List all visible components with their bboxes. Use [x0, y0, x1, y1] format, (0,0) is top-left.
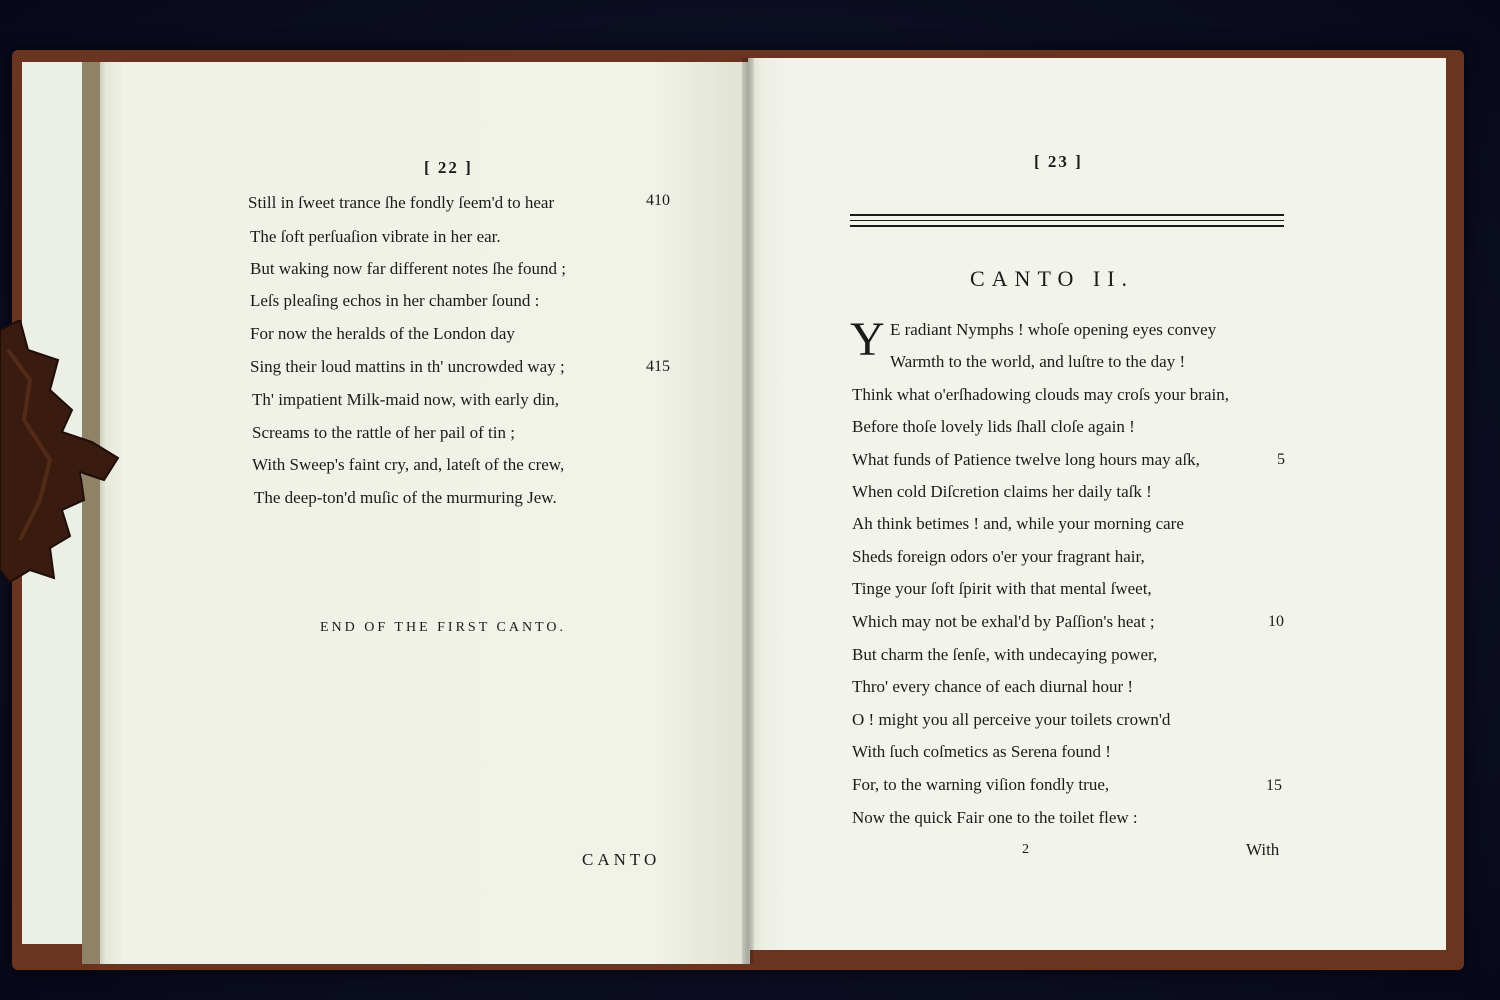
- poem-line: With ſuch coſmetics as Serena found !: [852, 742, 1111, 761]
- poem-line: Now the quick Fair one to the toilet flew :: [852, 808, 1138, 827]
- poem-line: Leſs pleaſing echos in her chamber ſound :: [250, 291, 540, 310]
- poem-line: The deep-ton'd muſic of the murmuring Jew.: [254, 488, 557, 507]
- double-rule-bottom: [850, 225, 1284, 227]
- poem-line: But waking now far different notes ſhe found ;: [250, 259, 567, 278]
- left-catchword: CANTO: [582, 850, 661, 869]
- poem-line: But charm the ſenſe, with undecaying power,: [852, 645, 1158, 664]
- poem-line: Tinge your ſoft ſpirit with that mental ſweet,: [852, 579, 1152, 598]
- poem-line: Th' impatient Milk-maid now, with early din,: [252, 390, 559, 409]
- poem-line: Sing their loud mattins in th' uncrowded way ;: [250, 357, 565, 376]
- poem-line: Before thoſe lovely lids ſhall cloſe again !: [852, 417, 1135, 436]
- right-catchword: With: [1246, 840, 1280, 859]
- double-rule-top: [850, 214, 1284, 216]
- poem-line: The ſoft perſuaſion vibrate in her ear.: [250, 227, 501, 246]
- poem-line: Screams to the rattle of her pail of tin ;: [252, 423, 515, 442]
- line-number: 5: [1277, 451, 1285, 468]
- line-number: 415: [646, 358, 670, 375]
- poem-line: Thro' every chance of each diurnal hour !: [852, 677, 1134, 696]
- line-number: 10: [1268, 613, 1284, 630]
- right-page-number: [ 23 ]: [1034, 152, 1083, 171]
- end-of-canto-note: END OF THE FIRST CANTO.: [320, 620, 566, 635]
- left-page-number: [ 22 ]: [424, 158, 473, 177]
- double-rule-middle: [850, 220, 1284, 221]
- drop-cap: Y: [850, 313, 885, 366]
- poem-line: With Sweep's faint cry, and, lateſt of the crew,: [252, 455, 565, 474]
- book-gutter: [742, 58, 754, 964]
- poem-line: Warmth to the world, and luſtre to the day !: [890, 352, 1186, 371]
- poem-line: Sheds foreign odors o'er your fragrant hair,: [852, 547, 1145, 566]
- poem-line: E radiant Nymphs ! whoſe opening eyes convey: [890, 320, 1217, 339]
- line-number: 410: [646, 192, 670, 209]
- line-number: 15: [1266, 777, 1282, 794]
- poem-line: O ! might you all perceive your toilets crown'd: [852, 710, 1171, 729]
- signature-mark: 2: [1022, 842, 1029, 857]
- poem-line: What funds of Patience twelve long hours may aſk,: [852, 450, 1200, 469]
- canto-title: CANTO II.: [970, 266, 1135, 291]
- brass-clasp: [0, 320, 120, 582]
- poem-line: Which may not be exhal'd by Paſſion's heat ;: [852, 612, 1155, 631]
- poem-line: Think what o'erſhadowing clouds may croſs your brain,: [852, 385, 1229, 404]
- poem-line: For, to the warning viſion fondly true,: [852, 775, 1110, 794]
- poem-line: Ah think betimes ! and, while your morning care: [852, 514, 1184, 533]
- poem-line: Still in ſweet trance ſhe fondly ſeem'd to hear: [248, 193, 555, 212]
- poem-line: When cold Diſcretion claims her daily taſk !: [852, 482, 1152, 501]
- poem-line: For now the heralds of the London day: [250, 324, 515, 343]
